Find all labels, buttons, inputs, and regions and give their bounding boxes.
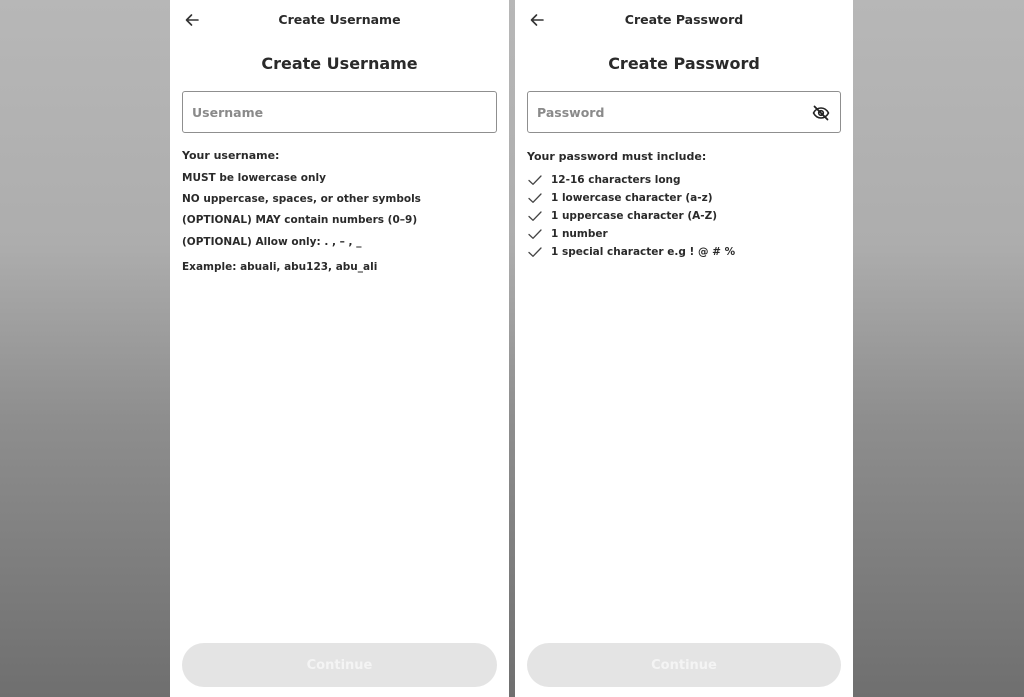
checkmark-icon [527,190,543,206]
toggle-visibility-button[interactable] [810,102,832,124]
top-bar [515,0,853,40]
checkmark-icon [527,226,543,242]
username-example: Example: abuali, abu123, abu_ali [182,261,378,273]
page-title: Create Username [261,54,418,73]
top-bar [170,0,509,40]
requirement-text: 1 uppercase character (A-Z) [551,210,718,222]
password-rules-title: Your password must include: [527,150,707,163]
create-username-screen [170,0,509,697]
eye-off-icon [812,104,830,122]
username-rule: NO uppercase, spaces, or other symbols [182,193,421,205]
requirement-item [527,208,717,224]
username-rule: (OPTIONAL) MAY contain numbers (0–9) [182,214,418,226]
requirement-text: 1 special character e.g ! @ # % [551,246,736,258]
checkmark-icon [527,172,543,188]
username-rules-title: Your username: [182,149,280,162]
password-input[interactable] [528,92,840,132]
requirement-item [527,244,735,260]
requirement-item [527,172,681,188]
topbar-title: Create Password [624,12,744,27]
create-password-screen [515,0,853,697]
continue-button[interactable]: Continue [182,643,497,687]
requirement-text: 12-16 characters long [551,174,681,186]
password-field-container [527,91,841,133]
requirement-text: 1 number [551,228,608,240]
requirement-item [527,226,608,242]
username-rule: (OPTIONAL) Allow only: . , – , _ [182,236,362,248]
username-field-container [182,91,497,133]
requirement-item [527,190,713,206]
topbar-title: Create Username [278,12,401,27]
continue-button[interactable]: Continue [527,643,841,687]
page-title: Create Password [608,54,760,73]
checkmark-icon [527,244,543,260]
checkmark-icon [527,208,543,224]
requirement-text: 1 lowercase character (a-z) [551,192,713,204]
username-rule: MUST be lowercase only [182,172,326,184]
username-input[interactable] [183,92,496,132]
